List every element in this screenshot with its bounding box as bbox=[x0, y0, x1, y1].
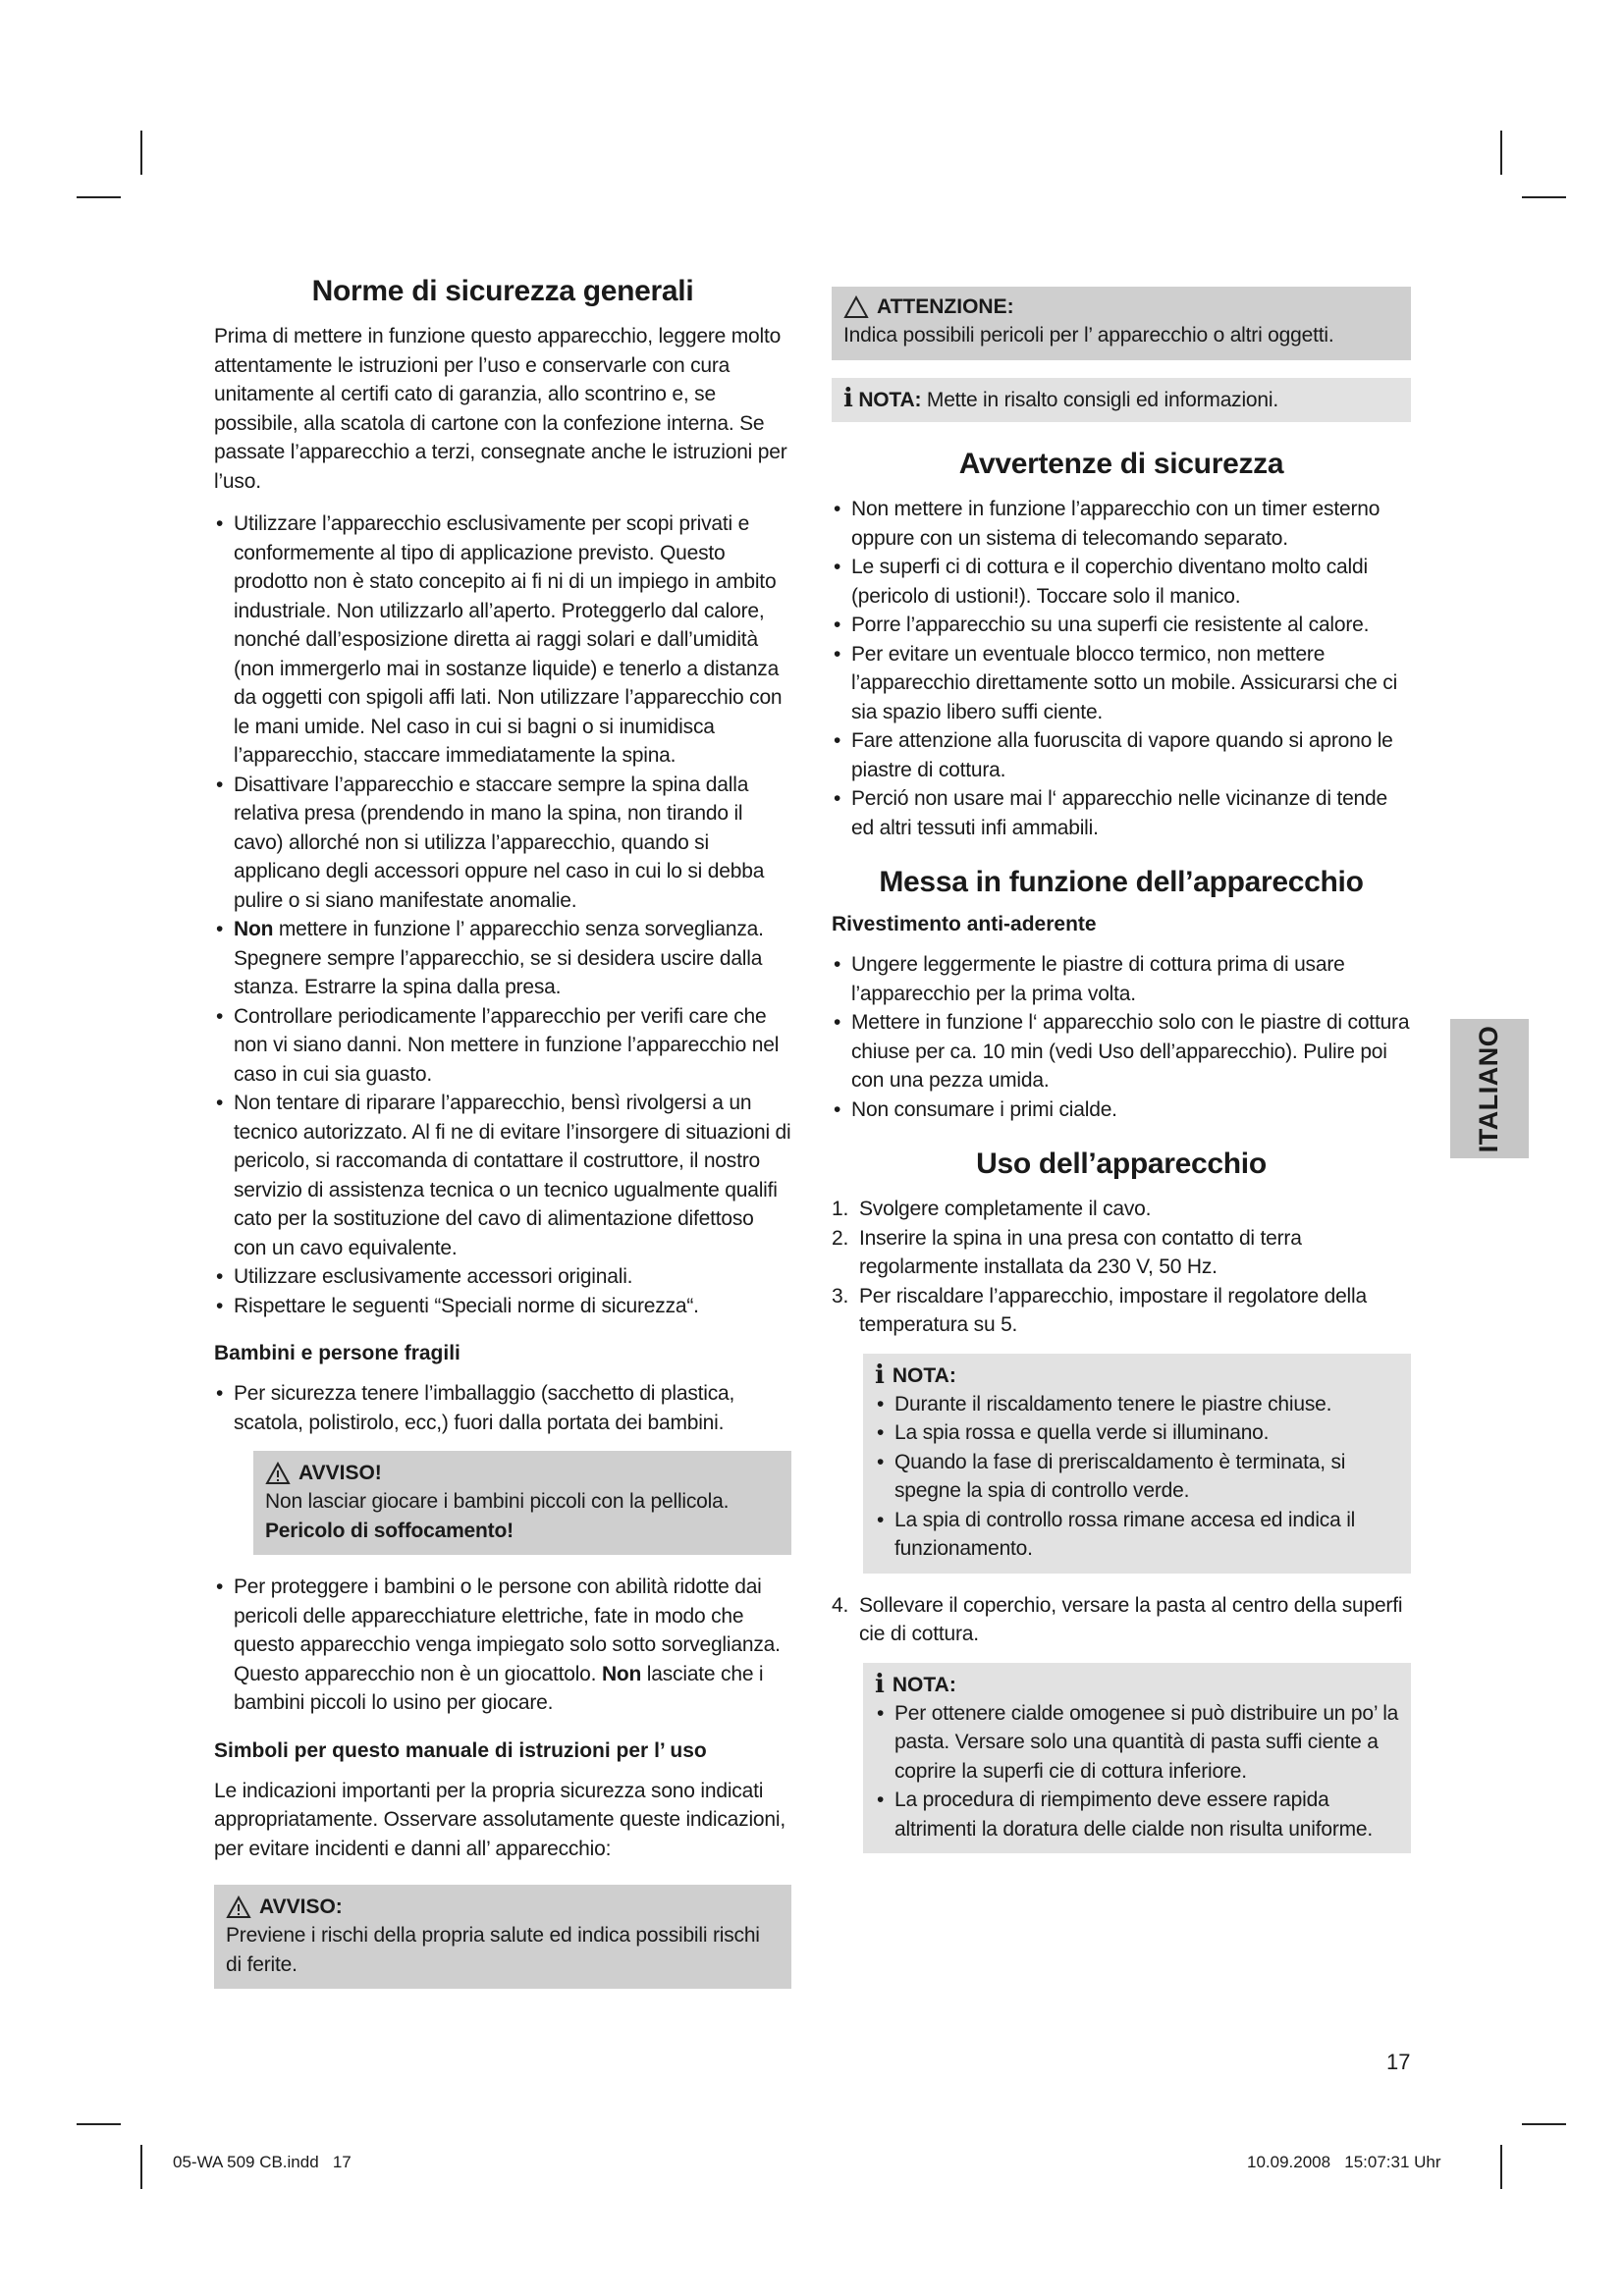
list-item: • Utilizzare l’apparecchio esclusivamente per scopi privati e conformemente al tipo di applicazione previsto. Questo prodotto non è stato concepito ai fi ni di un impiego in ambito industriale. Non utilizzarlo all’aperto. Proteggerlo dal calore, nonché dall’esposizione diretta ai raggi solari e dall’umidità (non immergerlo mai in sostanze liquide) e tenerlo a distanza da oggetti con spigoli affi lati. Non utilizzare l’apparecchio con le mani umide. Nel caso in cui si bagni o si inumidisca l’apparecchio, staccare immediatamente la spina. bbox=[214, 509, 791, 771]
step-item bbox=[832, 1224, 1411, 1282]
warning-box bbox=[253, 1451, 791, 1555]
crop-mark bbox=[77, 2123, 121, 2125]
list-item: • Porre l’apparecchio su una superfi cie resistente al calore. bbox=[832, 611, 1411, 640]
language-tab-label: ITALIANO bbox=[1474, 1025, 1504, 1152]
note-label: NOTA: bbox=[892, 1673, 956, 1696]
note-list bbox=[875, 1699, 1399, 1844]
list-item: • Non mettere in funzione l’apparecchio con un timer esterno oppure con un sistema di telecomando separato. bbox=[832, 495, 1411, 553]
footer-filename: 05-WA 509 CB.indd 17 bbox=[173, 2153, 352, 2171]
list-item: • Non tentare di riparare l’apparecchio, bensì rivolgersi a un tecnico autorizzato. Al fi ne di evitare l’insorgere di situazioni di pericolo, si raccomanda di contattare il costruttore, il nostro servizio di assistenza tecnica o un tecnico ugualmente qualifi cato per la sostituzione del cavo di alimentazione difettoso con un cavo equivalente. bbox=[214, 1089, 791, 1262]
usage-steps-2 bbox=[832, 1591, 1411, 1649]
list-item: • Utilizzare esclusivamente accessori originali. bbox=[214, 1262, 791, 1292]
list-item-text: lasciate che i bambini piccoli lo usino per giocare. bbox=[234, 1662, 764, 1714]
list-item: • Perció non usare mai l‘ apparecchio nelle vicinanze di tende ed altri tessuti infi ammabili. bbox=[832, 784, 1411, 842]
warning-title bbox=[265, 1459, 780, 1487]
safety-list bbox=[214, 509, 791, 1320]
attention-title bbox=[843, 293, 1399, 321]
crop-mark bbox=[77, 196, 121, 198]
children-list-2 bbox=[214, 1573, 791, 1718]
warning-text: Non lasciar giocare i bambini piccoli con la pellicola. bbox=[265, 1490, 730, 1513]
page-number: 17 bbox=[1386, 2050, 1411, 2074]
warning-box-2 bbox=[214, 1885, 791, 1989]
list-item: • Per sicurezza tenere l’imballaggio (sacchetto di plastica, scatola, polistirolo, ecc,) fuori dalla portata dei bambini. bbox=[214, 1379, 791, 1437]
list-item: • La spia di controllo rossa rimane accesa ed indica il funzionamento. bbox=[875, 1506, 1399, 1564]
warning-triangle-icon bbox=[265, 1462, 291, 1485]
note-title bbox=[875, 1362, 1399, 1390]
note-text: Mette in risalto consigli ed informazioni. bbox=[921, 388, 1278, 411]
subheading-children: Bambini e persone fragili bbox=[214, 1342, 460, 1364]
list-item: • Ungere leggermente le piastre di cottura prima di usare l’apparecchio per la prima volta. bbox=[832, 950, 1411, 1008]
intro-paragraph: Prima di mettere in funzione questo apparecchio, leggere molto attentamente le istruzioni per l’uso e conservarle con cura unitamente al certifi cato di garanzia, allo scontrino e, se possibile, alla scatola di cartone con la confezione interna. Se passate l’apparecchio a terzi, consegnate anche le istruzioni per l’uso. bbox=[214, 325, 787, 493]
note-label: NOTA: bbox=[892, 1363, 956, 1387]
step-item bbox=[832, 1195, 1411, 1224]
warning-label: AVVISO! bbox=[298, 1462, 382, 1484]
list-item: • Quando la fase di preriscaldamento è terminata, si spegne la spia di controllo verde. bbox=[875, 1448, 1399, 1506]
bold-word: Non bbox=[234, 918, 274, 940]
crop-mark bbox=[1500, 131, 1502, 175]
list-item-text: mettere in funzione l’ apparecchio senza sorveglianza. Spegnere sempre l’apparecchio, se si desidera uscire dalla stanza. Estrarre la spina dalla presa. bbox=[234, 918, 764, 998]
children-list bbox=[214, 1379, 791, 1437]
step-number: 1. bbox=[832, 1198, 849, 1220]
step-text: Per riscaldare l’apparecchio, impostare il regolatore della temperatura su 5. bbox=[859, 1284, 1367, 1336]
section-title-first-use: Messa in funzione dell’apparecchio bbox=[879, 866, 1364, 898]
attention-box bbox=[832, 287, 1411, 360]
step-item bbox=[832, 1591, 1411, 1649]
crop-mark bbox=[1522, 196, 1566, 198]
step-text: Inserire la spina in una presa con contatto di terra regolarmente installata da 230 V, 50 Hz. bbox=[859, 1226, 1302, 1278]
list-item: • Non consumare i primi cialde. bbox=[832, 1095, 1411, 1125]
step-text: Svolgere completamente il cavo. bbox=[859, 1198, 1152, 1220]
safety-warnings-list bbox=[832, 495, 1411, 842]
list-item: • La spia rossa e quella verde si illuminano. bbox=[875, 1418, 1399, 1448]
warning-triangle-icon bbox=[226, 1896, 251, 1919]
info-icon: i bbox=[875, 1670, 885, 1699]
section-title-usage: Uso dell’apparecchio bbox=[976, 1148, 1267, 1180]
note-label: NOTA: bbox=[858, 388, 922, 411]
info-icon: i bbox=[843, 383, 853, 413]
right-column bbox=[832, 287, 1411, 1871]
list-item bbox=[214, 1573, 791, 1718]
warning-bold-text: Pericolo di soffocamento! bbox=[265, 1519, 514, 1542]
list-item: • Per evitare un eventuale blocco termico, non mettere l’apparecchio direttamente sotto un mobile. Assicurarsi che ci sia spazio libero suffi ciente. bbox=[832, 640, 1411, 727]
warning-label: AVVISO: bbox=[259, 1896, 343, 1918]
note-box-2 bbox=[863, 1663, 1411, 1854]
list-item: • Le superfi ci di cottura e il coperchio diventano molto caldi (pericolo di ustioni!). Toccare solo il manico. bbox=[832, 553, 1411, 611]
attention-label: ATTENZIONE: bbox=[877, 295, 1014, 318]
step-number: 3. bbox=[832, 1284, 849, 1308]
crop-mark bbox=[1500, 2145, 1502, 2189]
list-item-text: Per proteggere i bambini o le persone con abilità ridotte dai pericoli delle apparecchiature elettriche, fate in modo che questo apparecchio venga impiegato solo sotto sorveglianza. Questo apparecchio non è un giocattolo. bbox=[234, 1575, 781, 1685]
list-item: • Per ottenere cialde omogenee si può distribuire un po’ la pasta. Versare solo una quantità di pasta suffi ciente a coprire la superfi cie di cottura inferiore. bbox=[875, 1699, 1399, 1787]
first-use-list bbox=[832, 950, 1411, 1124]
list-item: • La procedura di riempimento deve essere rapida altrimenti la doratura delle cialde non risulta uniforme. bbox=[875, 1786, 1399, 1843]
section-title-general-safety: Norme di sicurezza generali bbox=[311, 275, 694, 307]
note-title bbox=[875, 1671, 1399, 1699]
step-number: 4. bbox=[832, 1593, 849, 1617]
bold-word: Non bbox=[601, 1662, 642, 1685]
list-item bbox=[214, 915, 791, 1002]
list-item: • Fare attenzione alla fuoruscita di vapore quando si aprono le piastre di cottura. bbox=[832, 726, 1411, 784]
subheading-non-stick: Rivestimento anti-aderente bbox=[832, 913, 1097, 935]
language-tab bbox=[1450, 1019, 1529, 1158]
list-item: • Durante il riscaldamento tenere le piastre chiuse. bbox=[875, 1390, 1399, 1419]
warning-title bbox=[226, 1893, 780, 1921]
warning-triangle-icon bbox=[843, 295, 869, 319]
crop-mark bbox=[140, 131, 142, 175]
crop-mark bbox=[140, 2145, 142, 2189]
info-icon: i bbox=[875, 1361, 885, 1390]
list-item: • Disattivare l’apparecchio e staccare sempre la spina dalla relativa presa (prendendo in mano la spina, non tirando il cavo) allorché non si utilizza l’apparecchio, quando si applicano degli accessori oppure nel caso in cui lo si debba pulire o si siano manifestate anomalie. bbox=[214, 771, 791, 916]
list-item: • Controllare periodicamente l’apparecchio per verifi care che non vi siano danni. Non mettere in funzione l’apparecchio nel caso in cui sia guasto. bbox=[214, 1002, 791, 1090]
warning-text: Previene i rischi della propria salute ed indica possibili rischi di ferite. bbox=[226, 1924, 760, 1976]
list-item: • Mettere in funzione l‘ apparecchio solo con le piastre di cottura chiuse per ca. 10 min (vedi Uso dell’apparecchio). Pulire poi con una pezza umida. bbox=[832, 1008, 1411, 1095]
step-item bbox=[832, 1282, 1411, 1340]
attention-text: Indica possibili pericoli per l’ apparecchio o altri oggetti. bbox=[843, 324, 1334, 347]
note-box-1 bbox=[863, 1354, 1411, 1574]
note-line bbox=[843, 383, 1399, 415]
crop-mark bbox=[1522, 2123, 1566, 2125]
note-box bbox=[832, 378, 1411, 423]
left-column bbox=[214, 275, 791, 2006]
list-item: • Rispettare le seguenti “Speciali norme di sicurezza“. bbox=[214, 1292, 791, 1321]
subheading-symbols: Simboli per questo manuale di istruzioni per l’ uso bbox=[214, 1738, 707, 1762]
step-number: 2. bbox=[832, 1226, 849, 1250]
usage-steps bbox=[832, 1195, 1411, 1340]
footer-timestamp: 10.09.2008 15:07:31 Uhr bbox=[1247, 2153, 1441, 2171]
note-list bbox=[875, 1390, 1399, 1564]
step-text: Sollevare il coperchio, versare la pasta al centro della superfi cie di cottura. bbox=[859, 1593, 1403, 1645]
symbols-paragraph: Le indicazioni importanti per la propria sicurezza sono indicati appropriatamente. Osservare assolutamente queste indicazioni, per evitare incidenti e danni all’ apparecchio: bbox=[214, 1779, 785, 1860]
section-title-safety-warnings: Avvertenze di sicurezza bbox=[958, 448, 1284, 480]
